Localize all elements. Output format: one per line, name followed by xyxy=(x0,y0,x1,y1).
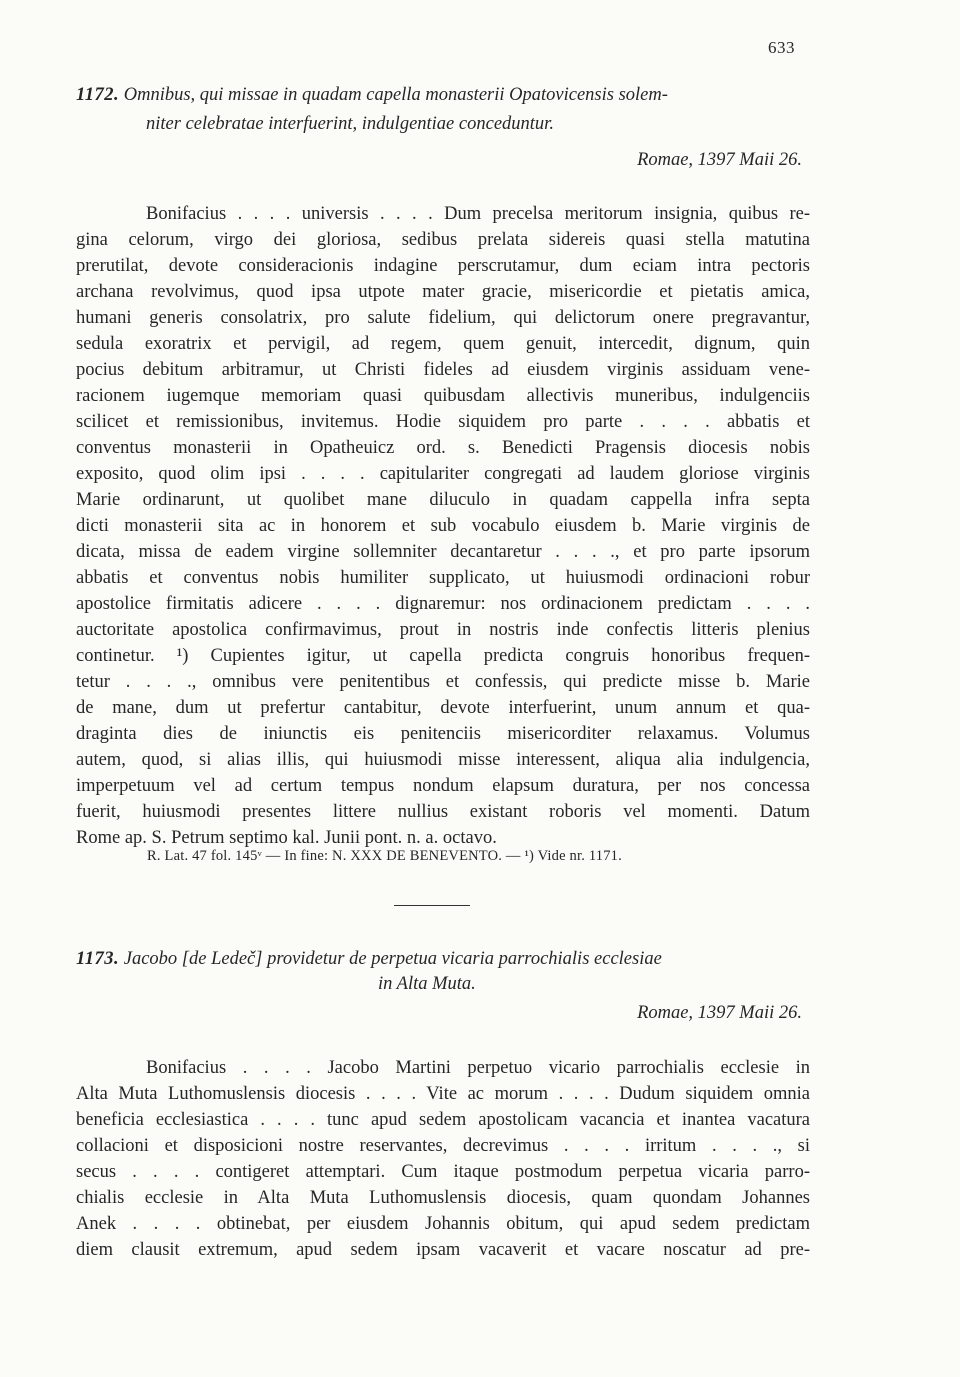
page-number: 633 xyxy=(768,38,795,57)
doc2-heading-text: Jacobo [de Ledeč] providetur de perpetua vicaria parrochialis ecclesiae xyxy=(123,949,662,969)
doc2-heading-line1 xyxy=(76,948,662,971)
doc1-line: gina celorum, virgo dei gloriosa, sedibus prelata sidereis quasi stella matutina xyxy=(76,230,810,250)
doc1-line: archana revolvimus, quod ipsa utpote mater gracie, misericordie et pietatis amica, xyxy=(76,282,810,302)
doc1-line: dicti monasterii sita ac in honorem et sub vocabulo eiusdem b. Marie virginis de xyxy=(76,516,810,536)
doc1-line: abbatis et conventus nobis humiliter supplicato, ut huiusmodi ordinacioni robur xyxy=(76,568,810,588)
doc1-line: exposito, quod olim ipsi . . . . capitulariter congregati ad laudem gloriose virginis xyxy=(76,464,810,484)
doc2-line: Bonifacius . . . . Jacobo Martini perpetuo vicario parrochialis ecclesie in xyxy=(146,1058,810,1078)
doc1-line: Rome ap. S. Petrum septimo kal. Junii pont. n. a. octavo. xyxy=(76,828,497,848)
doc1-line: racionem iugemque memoriam quasi quibusdam allectivis muneribus, indulgenciis xyxy=(76,386,810,406)
doc1-line: prerutilat, devote consideracionis indagine perscrutamur, dum eciam intra pectoris xyxy=(76,256,810,276)
doc1-line: fuerit, huiusmodi presentes littere nullius existant roboris vel momenti. Datum xyxy=(76,802,810,822)
doc2-line: Anek . . . . obtinebat, per eiusdem Johannis obitum, qui apud sedem predictam xyxy=(76,1214,810,1234)
doc2-line: diem clausit extremum, apud sedem ipsam vacaverit et vacare noscatur ad pre- xyxy=(76,1240,810,1260)
doc1-line: sedula exoratrix et pervigil, ad regem, quem genuit, intercedit, dignum, quin xyxy=(76,334,810,354)
doc2-number: 1173. xyxy=(76,949,120,969)
doc1-number: 1172. xyxy=(76,85,120,105)
doc2-line: collacioni et disposicioni nostre reservantes, decrevimus . . . . irritum . . . ., si xyxy=(76,1136,810,1156)
doc1-line: continetur. ¹) Cupientes igitur, ut capella predicta congruis honoribus frequen- xyxy=(76,646,810,666)
doc1-heading-text: Omnibus, qui missae in quadam capella monasterii Opatovicensis solem- xyxy=(123,85,668,105)
doc2-date: Romae, 1397 Maii 26. xyxy=(637,1003,802,1023)
doc1-line: de mane, dum ut prefertur cantabitur, devote interfuerint, unum annum et qua- xyxy=(76,698,810,718)
doc2-line: beneficia ecclesiastica . . . . tunc apud sedem apostolicam vacancia et inantea vacatura xyxy=(76,1110,810,1130)
doc1-line: humani generis consolatrix, pro salute fidelium, qui delictorum onere pregravantur, xyxy=(76,308,810,328)
doc1-line: autem, quod, si alias illis, qui huiusmodi misse interessent, aliqua alia indulgencia, xyxy=(76,750,810,770)
doc1-line: tetur . . . ., omnibus vere penitentibus et confessis, qui predicte misse b. Marie xyxy=(76,672,810,692)
doc2-line: Alta Muta Luthomuslensis diocesis . . . . Vite ac morum . . . . Dudum siquidem omnia xyxy=(76,1084,810,1104)
doc1-footnote: R. Lat. 47 fol. 145ᵛ — In fine: N. XXX DE BENEVENTO. — ¹) Vide nr. 1171. xyxy=(147,848,622,864)
doc1-heading-line2: niter celebratae interfuerint, indulgentiae conceduntur. xyxy=(146,114,554,134)
doc1-line: pocius debitum arbitramur, ut Christi fideles ad eiusdem virginis assiduam vene- xyxy=(76,360,810,380)
doc1-line: Marie ordinarunt, ut quolibet mane diluculo in quadam cappella infra septa xyxy=(76,490,810,510)
doc1-line: apostolice firmitatis adicere . . . . dignaremur: nos ordinacionem predictam . . . . xyxy=(76,594,810,614)
doc1-line: dicata, missa de eadem virgine sollemniter decantaretur . . . ., et pro parte ipsorum xyxy=(76,542,810,562)
doc1-line: conventus monasterii in Opatheuicz ord. s. Benedicti Pragensis diocesis nobis xyxy=(76,438,810,458)
doc2-heading-line2: in Alta Muta. xyxy=(378,974,476,994)
doc2-line: chialis ecclesie in Alta Muta Luthomuslensis diocesis, quam quondam Johannes xyxy=(76,1188,810,1208)
section-divider xyxy=(394,905,470,906)
doc1-line: auctoritate apostolica confirmavimus, prout in nostris inde confectis litteris plenius xyxy=(76,620,810,640)
doc1-line: imperpetuum vel ad certum tempus nondum elapsum duratura, per nos concessa xyxy=(76,776,810,796)
doc1-line: Bonifacius . . . . universis . . . . Dum precelsa meritorum insignia, quibus re- xyxy=(146,204,810,224)
doc1-line: draginta dies de iniunctis eis penitenciis misericorditer relaxamus. Volumus xyxy=(76,724,810,744)
doc1-date: Romae, 1397 Maii 26. xyxy=(637,150,802,170)
doc1-line: scilicet et remissionibus, invitemus. Hodie siquidem pro parte . . . . abbatis et xyxy=(76,412,810,432)
doc2-line: secus . . . . contigeret attemptari. Cum itaque postmodum perpetua vicaria parro- xyxy=(76,1162,810,1182)
doc1-heading-line1 xyxy=(76,84,668,107)
